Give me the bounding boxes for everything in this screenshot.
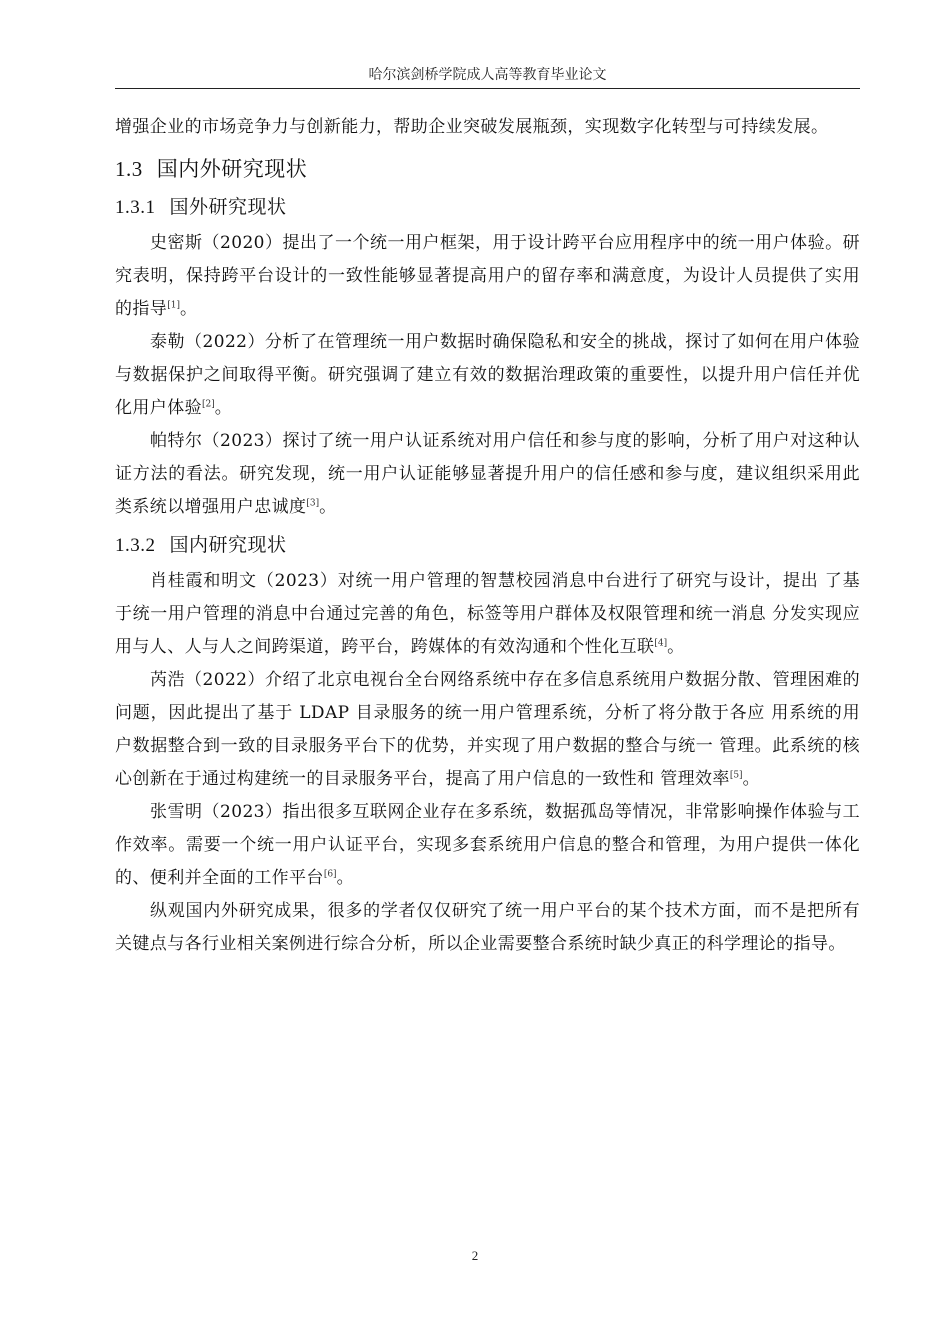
- foreign-research-paragraph: [115, 227, 860, 326]
- subsection-number: 1.3.2: [115, 535, 156, 556]
- running-header: 哈尔滨剑桥学院成人高等教育毕业论文: [368, 67, 607, 83]
- paragraph-text: 帕特尔（2023）探讨了统一用户认证系统对用户信任和参与度的影响，分析了用户对这种认证方法的看法。研究发现，统一用户认证能够显著提升用户的信任感和参与度，建议组织采用此类系统以增强用户忠诚度: [115, 431, 860, 517]
- paragraph-end: 。: [336, 868, 354, 888]
- domestic-research-paragraph: [115, 664, 860, 796]
- paragraph-end: 。: [667, 637, 685, 657]
- citation-marker: [2]: [202, 399, 215, 410]
- citation-marker: [6]: [323, 869, 337, 880]
- paragraph-end: 。: [214, 398, 233, 418]
- summary-paragraph: 纵观国内外研究成果，很多的学者仅仅研究了统一用户平台的某个技术方面，而不是把所有关键点与各行业相关案例进行综合分析，所以企业需要整合系统时缺少真正的科学理论的指导。: [115, 901, 860, 954]
- paragraph-end: 。: [179, 299, 198, 319]
- paragraph-end: 。: [742, 769, 760, 789]
- section-number: 1.3: [115, 157, 143, 181]
- subsection-heading-1-3-2: [115, 530, 860, 561]
- intro-continuation-paragraph: 增强企业的市场竞争力与创新能力，帮助企业突破发展瓶颈，实现数字化转型与可持续发展。: [115, 117, 829, 137]
- domestic-research-paragraph: [115, 796, 860, 895]
- domestic-research-paragraph: [115, 565, 860, 664]
- subsection-number: 1.3.1: [115, 197, 156, 218]
- paragraph-end: 。: [319, 497, 337, 517]
- paragraph-text: 芮浩（2022）介绍了北京电视台全台网络系统中存在多信息系统用户数据分散、管理困难的问题，因此提出了基于 LDAP 目录服务的统一用户管理系统，分析了将分散于各应 用系统的用户数据整合到一致的目录服务平台下的优势，并实现了用户数据的整合与统一 管理。此系统的核心创新在于通过构建统一的目录服务平台，提高了用户信息的一致性和 管理效率: [115, 670, 860, 789]
- citation-marker: [4]: [654, 638, 668, 649]
- paragraph-text: 史密斯（2020）提出了一个统一用户框架，用于设计跨平台应用程序中的统一用户体验。研究表明，保持跨平台设计的一致性能够显著提高用户的留存率和满意度，为设计人员提供了实用的指导: [115, 233, 860, 319]
- subsection-title: 国内研究现状: [169, 534, 287, 556]
- section-title: 国内外研究现状: [156, 157, 308, 181]
- section-heading-1-3: [115, 152, 860, 186]
- paragraph-text: 泰勒（2022）分析了在管理统一用户数据时确保隐私和安全的挑战，探讨了如何在用户体验与数据保护之间取得平衡。研究强调了建立有效的数据治理政策的重要性，以提升用户信任并优化用户体验: [115, 332, 860, 418]
- citation-marker: [5]: [729, 770, 743, 781]
- header-divider: [115, 88, 860, 89]
- page-number: 2: [471, 1248, 479, 1263]
- citation-marker: [1]: [167, 300, 180, 311]
- subsection-title: 国外研究现状: [169, 196, 287, 218]
- foreign-research-paragraph: [115, 326, 860, 425]
- foreign-research-paragraph: [115, 425, 860, 524]
- paragraph-text: 肖桂霞和明文（2023）对统一用户管理的智慧校园消息中台进行了研究与设计，提出 了基于统一用户管理的消息中台通过完善的角色，标签等用户群体及权限管理和统一消息 分发实现应用与人、人与人之间跨渠道，跨平台，跨媒体的有效沟通和个性化互联: [115, 571, 860, 657]
- paragraph-text: 张雪明（2023）指出很多互联网企业存在多系统，数据孤岛等情况，非常影响操作体验与工作效率。需要一个统一用户认证平台，实现多套系统用户信息的整合和管理，为用户提供一体化的、便利并全面的工作平台: [115, 802, 860, 888]
- citation-marker: [3]: [306, 498, 320, 509]
- subsection-heading-1-3-1: [115, 192, 860, 223]
- page-body: [115, 111, 860, 961]
